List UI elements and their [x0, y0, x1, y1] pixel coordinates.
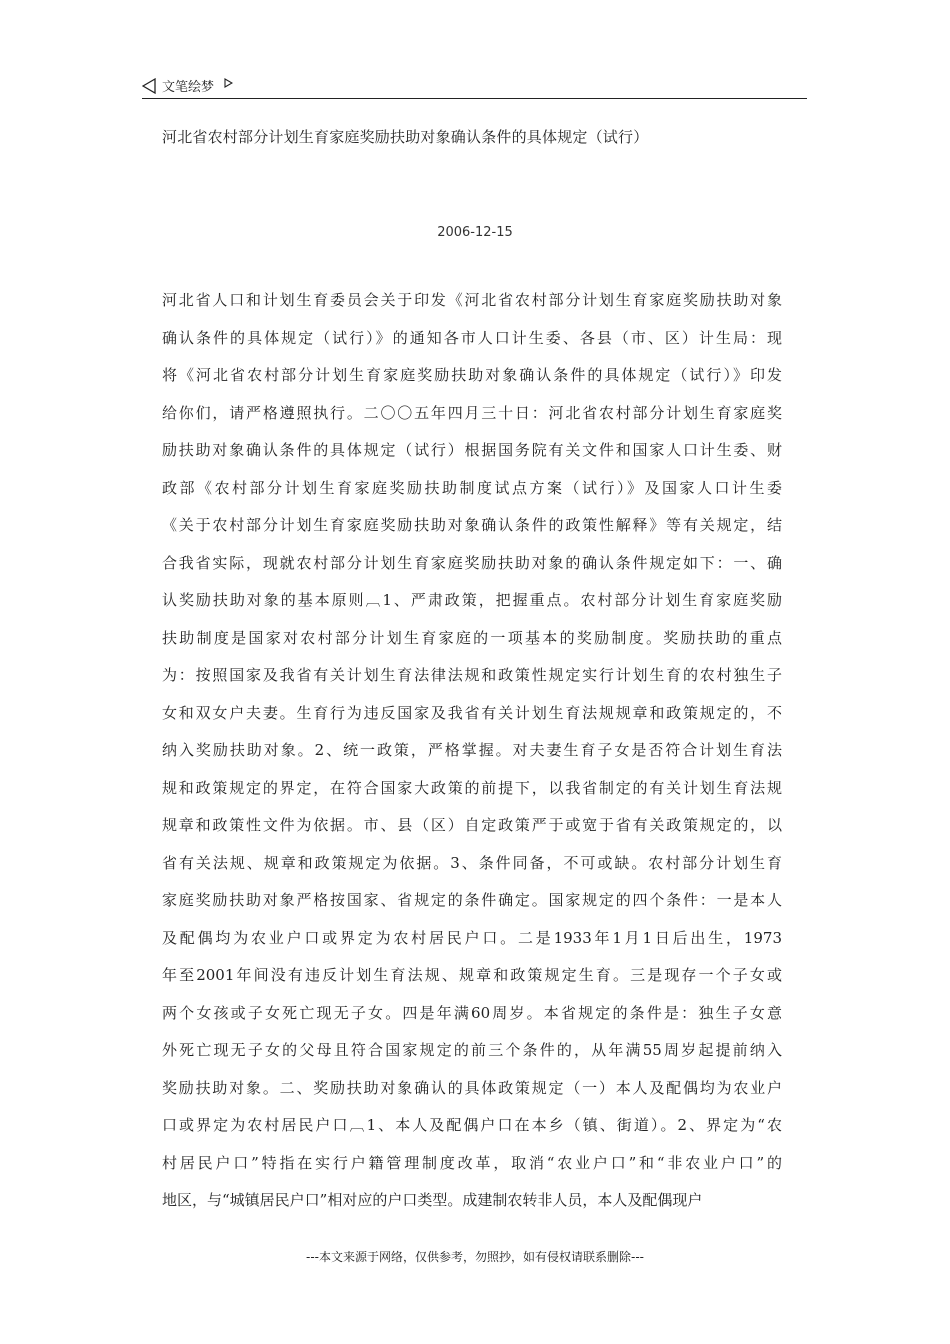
body-line: 女和双女户夫妻。生育行为违反国家及我省有关计划生育法规规章和政策规定的，不: [162, 703, 782, 722]
body-line: 规章和政策性文件为依据。市、县（区）自定政策严于或宽于省有关政策规定的，以: [162, 816, 782, 834]
body-line: 《关于农村部分计划生育家庭奖励扶助对象确认条件的政策性解释》等有关规定，结: [162, 516, 782, 534]
body-line: 合我省实际，现就农村部分计划生育家庭奖励扶助对象的确认条件规定如下：一、确: [162, 553, 782, 572]
body-line: 省有关法规、规章和政策规定为依据。3、条件同备，不可或缺。农村部分计划生育: [162, 853, 782, 872]
triangle-left-icon: [142, 78, 156, 94]
body-line: 励扶助对象确认条件的具体规定（试行）根据国务院有关文件和国家人口计生委、财: [162, 441, 782, 459]
brand: [142, 76, 233, 95]
body-line: 年至2001年间没有违反计划生育法规、规章和政策规定生育。三是现存一个子女或: [162, 966, 782, 984]
body-line: 外死亡现无子女的父母且符合国家规定的前三个条件的，从年满55周岁起提前纳入: [162, 1041, 782, 1059]
body-line: 认奖励扶助对象的基本原则︹1、严肃政策，把握重点。农村部分计划生育家庭奖励: [162, 591, 782, 609]
body-line: 两个女孩或子女死亡现无子女。四是年满60周岁。本省规定的条件是：独生子女意: [162, 1003, 782, 1022]
body-line: 为：按照国家及我省有关计划生育法律法规和政策性规定实行计划生育的农村独生子: [162, 666, 782, 684]
body-line: 确认条件的具体规定（试行）》的通知各市人口计生委、各县（市、区）计生局：现: [162, 328, 782, 347]
body-line: 给你们，请严格遵照执行。二〇〇五年四月三十日：河北省农村部分计划生育家庭奖: [162, 403, 782, 422]
body-line: 村居民户口”特指在实行户籍管理制度改革，取消“农业户口”和“非农业户口”的: [162, 1153, 782, 1172]
footer-disclaimer: ---本文来源于网络，仅供参考，勿照抄，如有侵权请联系删除---: [306, 1250, 644, 1264]
body-line: 政部《农村部分计划生育家庭奖励扶助制度试点方案（试行）》及国家人口计生委: [162, 478, 782, 497]
body-line: 河北省人口和计划生育委员会关于印发《河北省农村部分计划生育家庭奖励扶助对象: [162, 291, 782, 309]
body-line: 规和政策规定的界定，在符合国家大政策的前提下，以我省制定的有关计划生育法规: [162, 778, 782, 797]
document-title: 河北省农村部分计划生育家庭奖励扶助对象确认条件的具体规定（试行）: [162, 128, 649, 146]
document-body: [162, 287, 782, 1225]
triangle-right-icon: [224, 78, 233, 88]
body-line: 纳入奖励扶助对象。2、统一政策，严格掌握。对夫妻生育子女是否符合计划生育法: [162, 741, 782, 759]
body-line: 奖励扶助对象。二、奖励扶助对象确认的具体政策规定（一）本人及配偶均为农业户: [162, 1078, 782, 1097]
body-line: 扶助制度是国家对农村部分计划生育家庭的一项基本的奖励制度。奖励扶助的重点: [162, 628, 782, 647]
body-line: 地区，与“城镇居民户口”相对应的户口类型。成建制农转非人员，本人及配偶现户: [162, 1191, 703, 1209]
page-header: [142, 74, 807, 99]
body-line: 及配偶均为农业户口或界定为农村居民户口。二是1933年1月1日后出生，1973: [162, 928, 782, 947]
body-line: 将《河北省农村部分计划生育家庭奖励扶助对象确认条件的具体规定（试行）》印发: [162, 366, 782, 384]
body-line: 口或界定为农村居民户口︹1、本人及配偶户口在本乡（镇、街道）。2、界定为“农: [162, 1116, 782, 1134]
brand-name: 文笔绘梦: [162, 80, 215, 95]
document-date: 2006-12-15: [437, 225, 513, 240]
body-line: 家庭奖励扶助对象严格按国家、省规定的条件确定。国家规定的四个条件：一是本人: [162, 891, 782, 909]
